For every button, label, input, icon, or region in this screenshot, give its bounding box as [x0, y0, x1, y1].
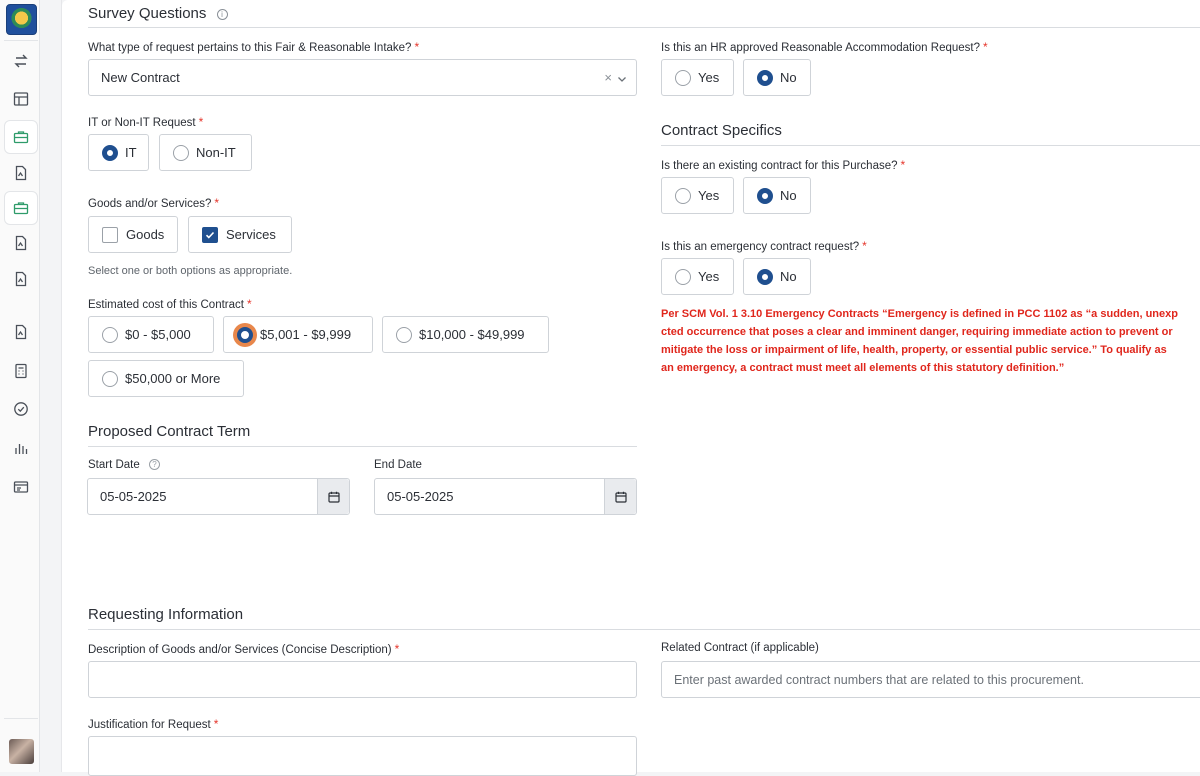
hr-no-option[interactable] — [743, 59, 811, 96]
hr-accommodation-label — [661, 40, 988, 54]
cost-option-5001-9999[interactable] — [223, 316, 373, 353]
it-option[interactable] — [88, 134, 149, 171]
checkbox-checked[interactable] — [202, 227, 218, 243]
end-date-label: End Date — [374, 459, 422, 471]
start-date-label — [88, 459, 160, 471]
cost-option-label: $10,000 - $49,999 — [419, 327, 525, 342]
contract-specifics-title: Contract Specifics — [661, 122, 782, 139]
emergency-notice-line: mitigate the loss or impairment of life, health, property, or essential public service.” To qualify as — [661, 344, 1167, 356]
non-it-option[interactable] — [159, 134, 252, 171]
yes-label: Yes — [698, 188, 720, 203]
request-type-value: New Contract — [101, 70, 180, 85]
it-request-label-text: IT or Non-IT Request — [88, 117, 196, 129]
request-type-label-text: What type of request pertains to this Fair & Reasonable Intake? — [88, 42, 412, 54]
cost-option-50000-plus[interactable] — [88, 360, 244, 397]
calendar-icon[interactable] — [604, 479, 636, 514]
justification-label-text: Justification for Request — [88, 719, 211, 731]
description-label — [88, 642, 399, 656]
cost-option-label: $50,000 or More — [125, 371, 221, 386]
info-icon[interactable]: i — [217, 9, 228, 20]
radio-unselected[interactable] — [396, 327, 412, 343]
services-option-label: Services — [226, 227, 276, 242]
related-contract-label: Related Contract (if applicable) — [661, 642, 819, 654]
document-icon[interactable] — [4, 226, 38, 260]
user-avatar[interactable] — [9, 739, 34, 764]
estimated-cost-label — [88, 297, 252, 311]
emergency-notice-line: Per SCM Vol. 1 3.10 Emergency Contracts “Emergency is defined in PCC 1102 as “a sudden, unexp — [661, 308, 1178, 320]
radio-selected[interactable] — [102, 145, 118, 161]
section-divider — [88, 27, 1200, 28]
radio-selected[interactable] — [757, 269, 773, 285]
justification-label — [88, 717, 218, 731]
request-type-label — [88, 40, 419, 54]
required-marker: * — [862, 239, 867, 253]
goods-services-label-text: Goods and/or Services? — [88, 198, 212, 210]
cost-option-10000-49999[interactable] — [382, 316, 549, 353]
hr-accommodation-label-text: Is this an HR approved Reasonable Accommodation Request? — [661, 42, 980, 54]
requesting-info-title: Requesting Information — [88, 606, 244, 623]
calendar-icon[interactable] — [317, 479, 349, 514]
survey-title-text: Survey Questions — [88, 5, 207, 22]
hr-yes-option[interactable] — [661, 59, 734, 96]
sidebar-divider — [4, 718, 38, 719]
no-label: No — [780, 188, 797, 203]
content-gutter — [41, 0, 62, 772]
required-marker: * — [983, 40, 988, 54]
request-type-select[interactable] — [88, 59, 637, 96]
estimated-cost-label-text: Estimated cost of this Contract — [88, 299, 244, 311]
required-marker: * — [414, 40, 420, 54]
radio-unselected[interactable] — [102, 327, 118, 343]
radio-unselected[interactable] — [102, 371, 118, 387]
contract-term-title: Proposed Contract Term — [88, 423, 251, 440]
services-option[interactable] — [188, 216, 292, 253]
required-marker: * — [198, 115, 204, 129]
layout-icon[interactable] — [4, 82, 38, 116]
no-label: No — [780, 269, 797, 284]
section-divider — [88, 629, 1200, 630]
existing-yes-option[interactable] — [661, 177, 734, 214]
start-date-label-text: Start Date — [88, 459, 140, 471]
emergency-label-text: Is this an emergency contract request? — [661, 241, 860, 253]
existing-no-option[interactable] — [743, 177, 811, 214]
required-marker: * — [214, 196, 220, 210]
description-label-text: Description of Goods and/or Services (Concise Description) — [88, 644, 392, 656]
emergency-notice — [661, 305, 1200, 377]
check-circle-icon[interactable] — [4, 392, 38, 426]
calculator-icon[interactable] — [4, 354, 38, 388]
start-date-input[interactable] — [87, 478, 350, 515]
it-request-label — [88, 115, 203, 129]
section-divider — [661, 145, 1200, 146]
end-date-value: 05-05-2025 — [387, 489, 454, 504]
existing-contract-label-text: Is there an existing contract for this Purchase? — [661, 160, 898, 172]
radio-selected[interactable] — [757, 188, 773, 204]
section-divider — [88, 446, 637, 447]
description-input[interactable] — [88, 661, 637, 698]
clear-icon[interactable]: × — [604, 70, 612, 85]
document-icon[interactable] — [4, 315, 38, 349]
document-icon[interactable] — [4, 262, 38, 296]
document-icon[interactable] — [4, 156, 38, 190]
cost-option-label: $5,001 - $9,999 — [260, 327, 352, 342]
radio-unselected[interactable] — [675, 188, 691, 204]
chevron-down-icon[interactable] — [617, 72, 627, 87]
cost-option-0-5000[interactable] — [88, 316, 214, 353]
card-icon[interactable] — [4, 470, 38, 504]
yes-label: Yes — [698, 269, 720, 284]
checkbox-unchecked[interactable] — [102, 227, 118, 243]
related-contract-input[interactable] — [661, 661, 1200, 698]
sidebar-divider — [4, 40, 38, 41]
swap-icon[interactable] — [4, 44, 38, 78]
required-marker: * — [394, 642, 400, 656]
radio-unselected[interactable] — [675, 269, 691, 285]
app-logo[interactable] — [6, 4, 37, 35]
emergency-notice-line: an emergency, a contract must meet all elements of this statutory definition.” — [661, 362, 1065, 374]
required-marker: * — [213, 717, 219, 731]
no-label: No — [780, 70, 797, 85]
briefcase-icon[interactable] — [4, 191, 38, 225]
justification-input[interactable] — [88, 736, 637, 776]
checkmark-icon — [205, 230, 215, 240]
survey-section-title — [88, 5, 228, 22]
radio-unselected[interactable] — [675, 70, 691, 86]
non-it-option-label: Non-IT — [196, 145, 236, 160]
emergency-notice-line: cted occurrence that poses a clear and imminent danger, requiring immediate action to prevent or — [661, 326, 1173, 338]
briefcase-icon[interactable] — [4, 120, 38, 154]
cost-option-label: $0 - $5,000 — [125, 327, 191, 342]
goods-services-help: Select one or both options as appropriate. — [88, 265, 293, 277]
radio-selected-focused[interactable] — [237, 327, 253, 343]
emergency-no-option[interactable] — [743, 258, 811, 295]
goods-option-label: Goods — [126, 227, 165, 242]
emergency-label — [661, 239, 867, 253]
required-marker: * — [246, 297, 252, 311]
it-option-label: IT — [125, 145, 137, 160]
yes-label: Yes — [698, 70, 720, 85]
start-date-value: 05-05-2025 — [100, 489, 167, 504]
help-icon[interactable]: ? — [149, 459, 160, 470]
bar-chart-icon[interactable] — [4, 431, 38, 465]
intake-form — [62, 0, 1200, 772]
related-contract-placeholder: Enter past awarded contract numbers that are related to this procurement. — [674, 672, 1084, 687]
existing-contract-label — [661, 158, 905, 172]
radio-selected[interactable] — [757, 70, 773, 86]
goods-option[interactable] — [88, 216, 178, 253]
sidebar — [0, 0, 40, 772]
goods-services-label — [88, 196, 219, 210]
emergency-yes-option[interactable] — [661, 258, 734, 295]
radio-unselected[interactable] — [173, 145, 189, 161]
required-marker: * — [900, 158, 906, 172]
end-date-input[interactable] — [374, 478, 637, 515]
